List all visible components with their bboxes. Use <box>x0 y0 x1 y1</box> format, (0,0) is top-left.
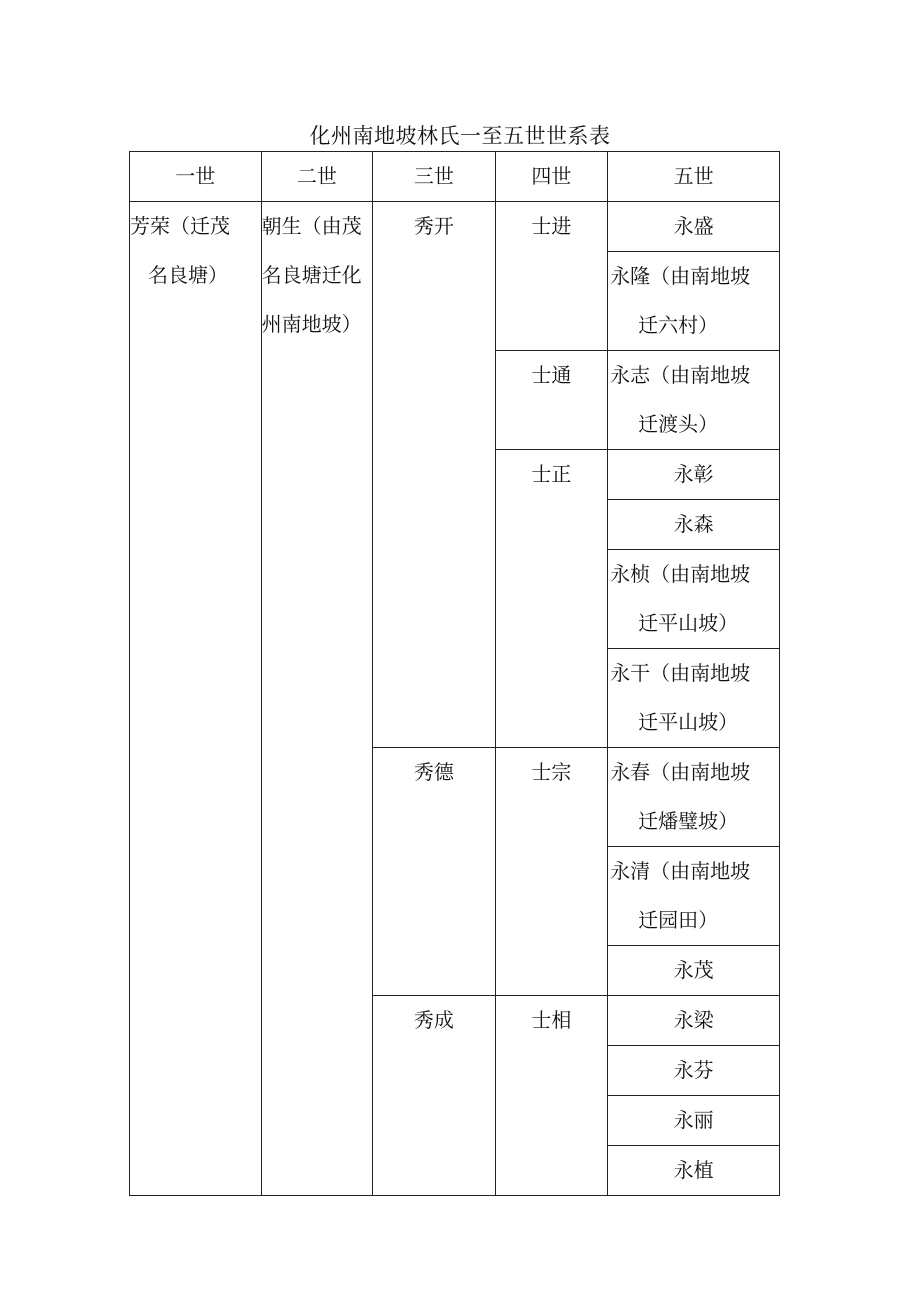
gen2-cell <box>261 202 373 1196</box>
header-gen5: 五世 <box>608 152 780 202</box>
gen2-line1: 朝生（由茂 <box>261 214 362 238</box>
gen5-yongliang: 永梁 <box>608 996 780 1046</box>
header-gen2: 二世 <box>261 152 373 202</box>
yongzhen-line2: 迁平山坡） <box>638 611 739 635</box>
gen4-shizong: 士宗 <box>495 748 608 996</box>
yongzhi-line2: 迁渡头） <box>638 412 719 436</box>
gen5-yongzhang: 永彰 <box>608 450 780 500</box>
yongqing-line2: 迁园田） <box>638 908 719 932</box>
gen3-xiukai: 秀开 <box>373 202 496 748</box>
table-row <box>130 202 780 252</box>
header-gen4: 四世 <box>495 152 608 202</box>
yongchun-line1: 永春（由南地坡 <box>610 760 751 784</box>
gen2-line3: 州南地坡） <box>261 312 362 336</box>
gen5-yongli: 永丽 <box>608 1096 780 1146</box>
gen3-xiucheng: 秀成 <box>373 996 496 1196</box>
gen5-yongzhen <box>608 550 780 649</box>
yongzhen-line1: 永桢（由南地坡 <box>610 562 751 586</box>
yonggan-line1: 永干（由南地坡 <box>610 661 751 685</box>
gen5-yongsen: 永森 <box>608 500 780 550</box>
gen1-line2: 名良塘） <box>148 263 228 287</box>
page-title: 化州南地坡林氏一至五世世系表 <box>309 124 611 148</box>
gen4-shixiang: 士相 <box>495 996 608 1196</box>
gen5-yonglong <box>608 252 780 351</box>
gen5-yongsheng: 永盛 <box>608 202 780 252</box>
gen5-yongchun <box>608 748 780 847</box>
gen4-shitong: 士通 <box>495 351 608 450</box>
gen4-shizheng: 士正 <box>495 450 608 748</box>
gen1-line1: 芳荣（迁茂 <box>130 214 230 238</box>
gen3-xiude: 秀德 <box>373 748 496 996</box>
gen5-yongmao: 永茂 <box>608 946 780 996</box>
yonggan-line2: 迁平山坡） <box>638 710 739 734</box>
yongchun-line2: 迁燔璧坡） <box>638 809 739 833</box>
genealogy-table <box>129 151 780 1196</box>
gen5-yongqing <box>608 847 780 946</box>
gen5-yonggan <box>608 649 780 748</box>
header-gen3: 三世 <box>373 152 496 202</box>
yonglong-line2: 迁六村） <box>638 313 719 337</box>
header-gen1: 一世 <box>130 152 262 202</box>
yonglong-line1: 永隆（由南地坡 <box>610 264 751 288</box>
gen5-yongzhi <box>608 351 780 450</box>
gen5-yongzhi2: 永植 <box>608 1146 780 1196</box>
yongzhi-line1: 永志（由南地坡 <box>610 363 751 387</box>
gen1-cell <box>130 202 262 1196</box>
gen2-line2: 名良塘迁化 <box>261 263 362 287</box>
header-row <box>130 152 780 202</box>
gen5-yongfen: 永芬 <box>608 1046 780 1096</box>
yongqing-line1: 永清（由南地坡 <box>610 859 751 883</box>
gen4-shijin: 士进 <box>495 202 608 351</box>
